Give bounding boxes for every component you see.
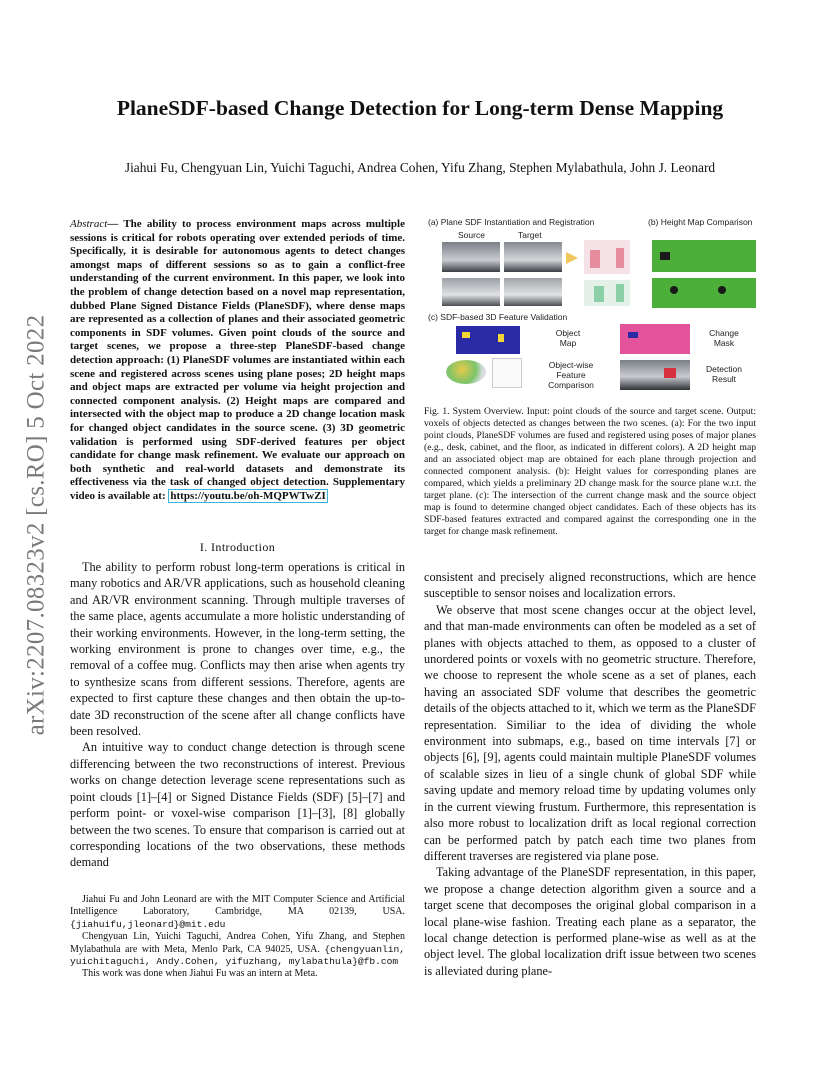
change-mask-image — [628, 332, 638, 338]
figure-label-source: Source — [458, 230, 485, 240]
plane-volume-image — [594, 286, 604, 302]
target-scene-image — [504, 278, 562, 306]
figure-label-a: (a) Plane SDF Instantiation and Registration — [428, 217, 595, 227]
change-mask-label: Change Mask — [709, 328, 739, 348]
detection-result-label: Detection Result — [706, 364, 742, 384]
paragraph: Taking advantage of the PlaneSDF representation, in this paper, we propose a change detection algorithm given a source and a target scene that decomposes the original global comparison in a local plane-wise fashion. Treating each plane as a separator, the local change detection is performed plane-wise as well as at the object level. The global localization drift issue between two scenes is alleviated during plane- — [424, 865, 756, 978]
detection-result-image — [620, 360, 690, 390]
object-map-image — [498, 334, 504, 342]
height-map-source — [660, 252, 670, 260]
figure-caption: Fig. 1. System Overview. Input: point clouds of the source and target scene. Output: voxels of objects detected as changes between the two scenes. (a): For the two input point clouds, PlaneSDF volumes are fused and registered using poses of major planes (e.g., desk, cabinet, and the floor, as indicated in different colors). A 2D height map and an associated object map are obtained for each plane through projection and connected component analysis. (b): Height values for corresponding planes are compared, which yields a preliminary 2D change mask for the source plane w.r.t. the target plane. (c): The intersection of the current change mask and the source object map is found to determine changed object candidates. Each of these objects has its SDF-based features extracted and compared against the corresponding one in the target for change mask refinement. — [424, 406, 756, 537]
source-scene-image — [442, 278, 500, 306]
target-scene-image — [504, 242, 562, 272]
plane-volume-image — [616, 248, 624, 268]
video-link[interactable]: https://youtu.be/oh-MQPWTwZI — [170, 489, 326, 502]
height-map-target — [704, 240, 756, 272]
footnote-text: Jiahui Fu and John Leonard are with the MIT Computer Science and Artificial Intelligence Laboratory, Cambridge, MA 02139, USA. — [70, 894, 405, 918]
abstract-text: — The ability to process environment maps across multiple sessions is critical for robots operating over extended periods of time. Specifically, it is desirable for autonomous agents to detect changes amongst maps of different sessions so as to gain a conflict-free understanding of the current environment. In this paper, we look into the problem of change detection based on a novel map representation, dubbed Plane Signed Distance Fields (PlaneSDF), where dense maps are represented as a collection of planes and their associated geometric components in SDF volumes. Given point clouds of the source and target scenes, we propose a three-step PlaneSDF-based change detection approach: (1) PlaneSDF volumes are instantiated within each scene and registered across scenes using plane poses; 2D height maps and object maps are extracted per volume via height projection and connected component analysis. (2) Height maps are compared and intersected with the object map to produce a 2D change location mask for changed object candidates in the source scene. (3) 3D geometric validation is performed using SDF-derived features per object candidate for change mask refinement. We evaluate our approach on both synthetic and real-world datasets and demonstrate its effectiveness via the task of changed object detection. Supplementary video is available at: — [70, 218, 405, 502]
intro-right-column — [424, 569, 756, 979]
source-scene-image — [442, 242, 500, 272]
paper-title: PlaneSDF-based Change Detection for Long-term Dense Mapping — [116, 96, 724, 120]
abstract — [70, 218, 405, 503]
plane-volume-image — [590, 250, 600, 268]
feature-comparison-label: Object-wise Feature Comparison — [548, 360, 594, 390]
footnotes — [70, 894, 405, 981]
section-heading-introduction: I. Introduction — [199, 540, 276, 554]
plane-volume-image — [616, 284, 624, 302]
paragraph: We observe that most scene changes occur at the object level, and that man-made environments can often be modeled as a set of planes with objects attached to them, as opposed to a cluster of unordered points or voxels with no geometric structure. Therefore, we choose to represent the whole scene as a set of planes, each having an associated SDF volume that describes the geometric details of the objects attached to it, which we term as the PlaneSDF representation. Similiar to the idea of dividing the whole environment into submaps, e.g., based on time intervals [7] or objects [6], [9], agents could maintain multiple PlaneSDF volumes of scalable sizes in lieu of a single chunk of global SDF while saving update and memory reload time by updating volumes only in the current viewing frustum. Furthermore, this representation is also more robust to localization drift as local regional correction can be performed patch by patch each time two planes from different traverses are registered via plane pose. — [424, 602, 756, 863]
footnote-text: Chengyuan Lin, Yuichi Taguchi, Andrea Cohen, Yifu Zhang, and Stephen Mylabathula are with Meta, Menlo Park, CA 94025, USA. — [70, 931, 405, 955]
footnote-affiliation-meta — [70, 931, 405, 968]
intro-left-column — [70, 559, 405, 871]
footnote-internship: This work was done when Jiahui Fu was an intern at Meta. — [82, 968, 318, 980]
footnote-affiliation-mit — [70, 894, 405, 931]
object-map-image — [462, 332, 470, 338]
abstract-label: Abstract — [70, 218, 108, 230]
object-map-label: Object Map — [555, 328, 581, 348]
author-list: Jiahui Fu, Chengyuan Lin, Yuichi Taguchi, Andrea Cohen, Yifu Zhang, Stephen Mylabathula, John J. Leonard — [124, 160, 716, 175]
arxiv-identifier-text: arXiv:2207.08323v2 [cs.RO] 5 Oct 2022 — [22, 314, 49, 736]
object-map-image — [456, 326, 520, 354]
arrow-icon — [566, 252, 578, 264]
system-overview-figure — [428, 214, 758, 394]
figure-label-target: Target — [518, 230, 542, 240]
height-map-target — [704, 278, 756, 308]
paragraph: consistent and precisely aligned reconstructions, which are hence susceptible to sensor noises and localization errors. — [424, 570, 756, 601]
arxiv-identifier — [16, 290, 56, 760]
figure-label-b: (b) Height Map Comparison — [648, 217, 753, 227]
height-map-target — [718, 286, 726, 294]
change-mask-image — [620, 324, 690, 354]
footnote-email: {jiahuifu,jleonard}@mit.edu — [70, 918, 226, 930]
height-map-source — [670, 286, 678, 294]
feature-plot-image — [492, 358, 522, 388]
paragraph: The ability to perform robust long-term operations is critical in many robotics and AR/VR applications, such as household cleaning and AR/VR environment scanning. Through multiple traverses of the same place, agents accumulate a more holistic understanding of their working environments. However, in the long-term setting, the working environment is prone to changes over time, e.g., the removal of a coffee mug. Conflicts may then arise when agents try to synthesize scans from different sessions. Therefore, agents are expected to first capture these changes and then obtain the up-to-date 3D reconstruction of the scene after all change conflicts have been resolved. — [70, 560, 405, 739]
paragraph: An intuitive way to conduct change detection is through scene differencing between the two reconstructions of interest. Previous works on change detection leverage scene representations such as point clouds [1]–[4] or Signed Distance Fields (SDF) [5]–[7] and perform point- or voxel-wise comparison [1]–[3], [8] globally between the two scenes. To ensure that comparison is carried out at corresponding locations of the two observations, these methods demand — [70, 740, 405, 870]
sdf-feature-image — [446, 360, 486, 384]
height-map-source — [652, 278, 704, 308]
footnote-email: {chengyuanlin, yuichitaguchi, Andy.Cohen, yifuzhang, mylabathula}@fb.com — [70, 943, 406, 968]
detection-result-image — [664, 368, 676, 378]
figure-label-c: (c) SDF-based 3D Feature Validation — [428, 312, 568, 322]
